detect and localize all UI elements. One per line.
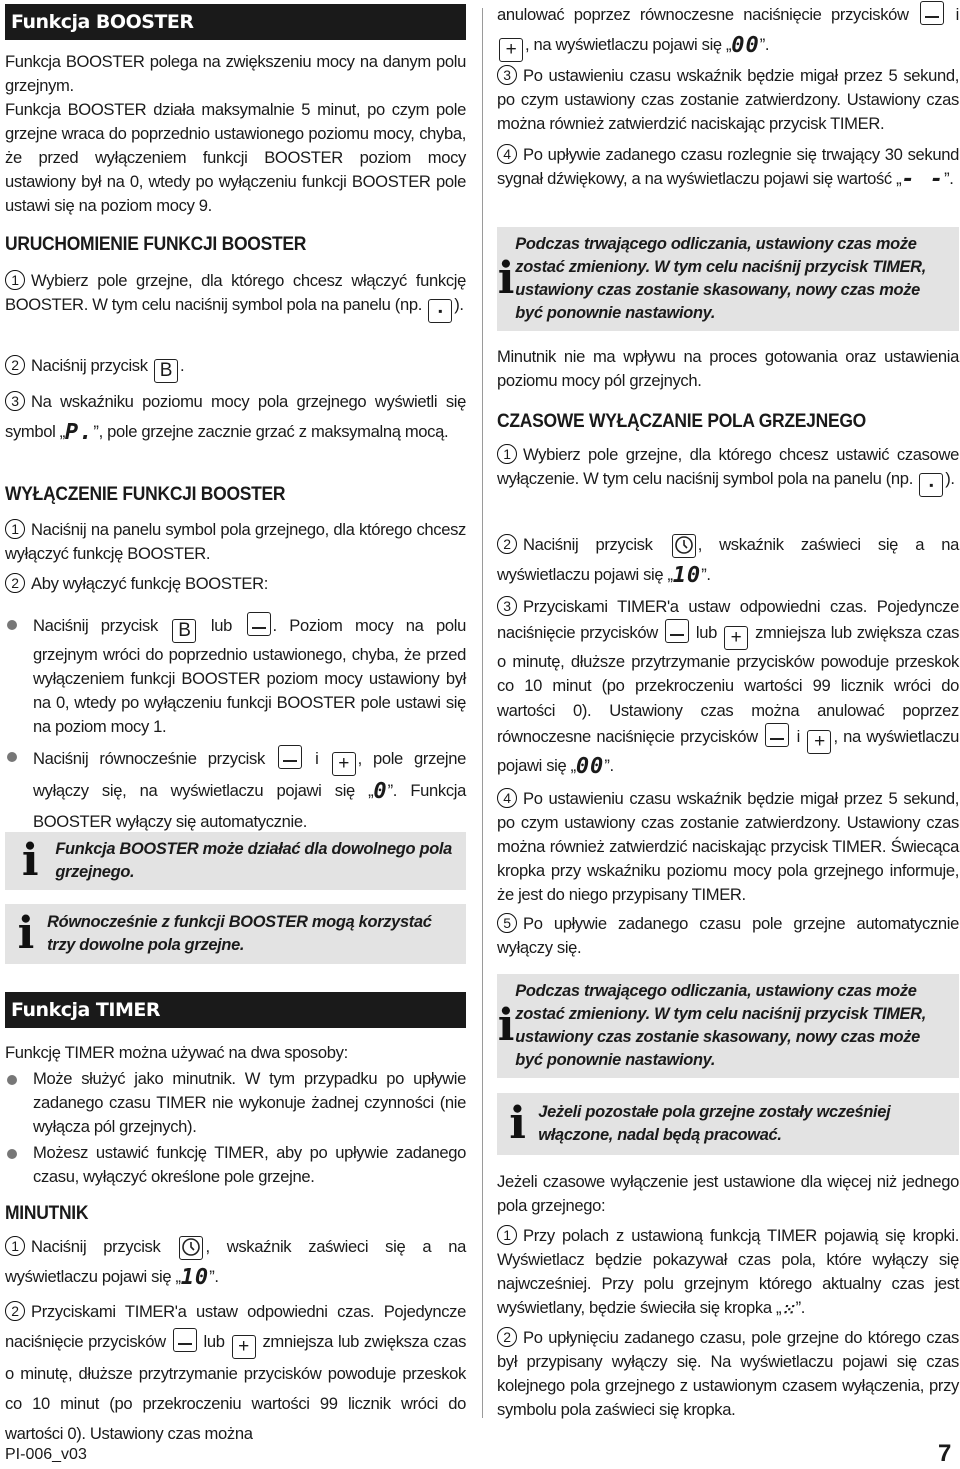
step-and: i	[955, 5, 959, 24]
step-number: 4	[497, 788, 517, 808]
step-number: 2	[5, 573, 25, 593]
step-and: i	[796, 726, 800, 746]
booster-title: Funkcja BOOSTER	[5, 4, 466, 40]
plus-key-icon: +	[332, 752, 356, 776]
step-text-end: ”.	[209, 1267, 219, 1286]
page-number: 7	[938, 1440, 952, 1467]
step-text: Naciśnij przycisk	[523, 535, 653, 554]
step-text: Naciśnij przycisk	[31, 356, 148, 375]
step-number: 5	[497, 913, 517, 933]
note-text: Równocześnie z funkcji BOOSTER mogą korzystać trzy dowolne pola grzejne.	[47, 913, 432, 954]
step-number: 1	[5, 519, 25, 539]
stop-step-1	[5, 518, 466, 566]
note-text: Podczas trwającego odliczania, ustawiony czas może zostać zmieniony. W tym celu naciśnij przycisk TIMER, ustawiony czas zostanie skasowany, nowy czas może być ponownie nastawiony.	[515, 982, 926, 1069]
auto-off-step-4	[497, 787, 959, 907]
info-note-2	[5, 904, 466, 964]
step-text-mid: , na wyświetlaczu pojawi się „	[525, 35, 732, 54]
step-text-end: ”.	[944, 169, 954, 188]
plus-key-icon: +	[807, 730, 831, 754]
dot-display-symbol: ⁙	[781, 1300, 796, 1319]
step-number: 4	[497, 144, 517, 164]
multi-field-info: Jeżeli czasowe wyłączenie jest ustawione dla więcej niż jednego pola grzejnego:	[497, 1172, 959, 1215]
column-divider	[482, 8, 483, 1418]
step-number: 3	[5, 391, 25, 411]
booster-display-symbol: P.	[64, 420, 94, 445]
step-text-end: ”.	[759, 35, 770, 54]
info-note-4	[497, 974, 959, 1078]
auto-off-heading: CZASOWE WYŁĄCZANIE POLA GRZEJNEGO	[497, 411, 866, 432]
step-number: 1	[5, 270, 25, 290]
timer-title: Funkcja TIMER	[5, 992, 466, 1028]
timer-bullet-1: Może służyć jako minutnik. W tym przypadku po upływie zadanego czasu TIMER nie wykonuje żadnej czynności (nie wyłącza pól grzejnych).	[5, 1067, 466, 1139]
booster-key-icon: B	[172, 619, 196, 643]
minutnik-info: Minutnik nie ma wpływu na proces gotowania oraz ustawienia poziomu mocy pól grzejnych.	[497, 347, 959, 390]
ten-display-symbol: 10	[180, 1265, 210, 1290]
step-number: 1	[5, 1236, 25, 1256]
timer-bullet-2: Możesz ustawić funkcję TIMER, aby po upływie zadanego czasu, wyłączyć określone pole grzejne.	[5, 1141, 466, 1189]
minus-key-icon	[278, 745, 302, 769]
minus-key-icon	[920, 1, 944, 25]
step-text: Wybierz pole grzejne, dla którego chcesz ustawić czasowe wyłączenie. W tym celu naciśnij symbol pola na panelu (np.	[497, 445, 959, 488]
step-number: 2	[5, 355, 25, 375]
step-text: Aby wyłączyć funkcję BOOSTER:	[31, 574, 268, 593]
step-text-mid: , na wyświetlaczu pojawi się „	[497, 726, 960, 775]
step-text: Przy polach z ustawioną funkcją TIMER pojawią się kropki. Wyświetlacz będzie pokazywał czas pola, które wyłączy się najwcześniej. Przy polu grzejnym którego aktualny czas jest wyświetlany, będzie świeciła się kropka „	[497, 1226, 959, 1317]
step-text: Wybierz pole grzejne, dla którego chcesz włączyć funkcję BOOSTER. W tym celu naciśnij symbol pola na panelu (np.	[5, 271, 466, 314]
step-text-end: ).	[454, 295, 464, 314]
step-text: Na wskaźniku poziomu mocy pola grzejnego wyświetli się symbol „	[5, 392, 466, 441]
step-text-mid: , wskaźnik zaświeci się a na wyświetlaczu pojawi się „	[5, 1237, 466, 1286]
minus-key-icon	[665, 619, 689, 643]
booster-intro-2: Funkcja BOOSTER działa maksymalnie 5 minut, po czym pole grzejne wraca do poprzednio ustawionego poziomu mocy, chyba, że przed wyłączeniem funkcji BOOSTER poziom mocy ustawiony był na 0, wtedy po wyłączeniu funkcji BOOSTER pole ustawi się na poziom mocy 9.	[5, 100, 466, 215]
step-text: Naciśnij na panelu symbol pola grzejnego, dla którego chcesz wyłączyć funkcję BOOSTER.	[5, 520, 466, 563]
minutnik-step-2	[5, 1297, 466, 1449]
zero-display-symbol: 00	[575, 753, 605, 779]
step-number: 1	[497, 444, 517, 464]
ten-display-symbol: 10	[672, 563, 702, 588]
step-text: Po ustawieniu czasu wskaźnik będzie migał przez 5 sekund, po czym ustawiony czas zostanie zatwierdzony. Ustawiony czas można również zatwierdzić naciskając przycisk TIMER. Świecąca kropka przy wskaźniku poziomu mocy pola grzejnego informuje, że jest do niego przypisany TIMER.	[497, 789, 959, 904]
step-text-end: ”.	[604, 755, 614, 775]
step-text-end: zmniejsza lub zwiększa czas o minutę, dłuższe przytrzymanie przycisków powoduje przeskok co 10 minut (po przekroczeniu wartości 99 licznik wróci do wartości 0). Ustawiony czas można	[5, 1332, 467, 1443]
info-icon: i	[509, 1098, 526, 1149]
bullet-or: lub	[210, 616, 233, 635]
step-number: 3	[497, 596, 517, 616]
start-booster-heading: URUCHOMIENIE FUNKCJI BOOSTER	[5, 234, 307, 255]
step-number: 2	[497, 534, 517, 554]
info-icon: i	[497, 1000, 515, 1051]
zero-display-symbol: 00	[731, 33, 760, 58]
info-note-1	[5, 832, 466, 890]
step-text-end: ).	[945, 469, 955, 488]
hob-field-icon: ▪	[919, 473, 943, 497]
step-or: lub	[695, 623, 718, 643]
step-number: 2	[497, 1327, 517, 1347]
info-icon: i	[17, 908, 35, 959]
info-note-3	[497, 227, 959, 331]
minutnik-step-2-cont	[497, 0, 959, 62]
note-text: Podczas trwającego odliczania, ustawiony czas może zostać zmieniony. W tym celu naciśnij przycisk TIMER, ustawiony czas zostanie skasowany, nowy czas może być ponownie nastawiony.	[515, 235, 926, 322]
bullet-text-end: . Poziom mocy na polu grzejnym wróci do poprzednio ustawionego, chyba, że przed wyłączeniem funkcji BOOSTER poziom mocy ustawiony był na 0, wtedy po wyłączeniu funkcji BOOSTER pole ustawi się na poziom mocy 1.	[33, 616, 466, 736]
step-or: lub	[203, 1332, 225, 1351]
start-step-2: 2 Naciśnij przycisk B .	[5, 354, 466, 383]
step-number: 3	[497, 65, 517, 85]
off-display-symbol: 0	[373, 779, 388, 804]
stop-booster-heading: WYŁĄCZENIE FUNKCJI BOOSTER	[5, 484, 286, 505]
plus-key-icon: +	[499, 38, 523, 62]
note-text: Funkcja BOOSTER może działać dla dowolnego pola grzejnego.	[55, 840, 452, 881]
bullet-text-end: ”. Funkcja BOOSTER wyłączy się automatycznie.	[33, 781, 466, 831]
info-icon: i	[497, 253, 515, 304]
info-icon: i	[21, 835, 39, 886]
step-text: Po upłynięciu zadanego czasu, pole grzejne do którego czas był przypisany wyłączy się. Na wyświetlaczu pojawi się czas kolejnego pola grzejnego z ustawionym czasem wyłączenia, przy symbolu pola zaświeci się kropka.	[497, 1328, 959, 1419]
step-text: Po ustawieniu czasu wskaźnik będzie migał przez 5 sekund, po czym ustawiony czas zostanie zatwierdzony. Ustawiony czas można również zatwierdzić naciskając przycisk TIMER.	[497, 66, 959, 133]
start-step-1	[5, 269, 466, 323]
hob-field-icon: ▪	[428, 299, 452, 323]
bullet-text-mid: , pole grzejne wyłączy się, na wyświetlaczu pojawi się „	[33, 749, 466, 800]
note-text: Jeżeli pozostałe pola grzejne zostały wcześniej włączone, nadal będą pracować.	[538, 1103, 891, 1144]
step-text-end: ”.	[701, 565, 711, 584]
step-text-end: ”.	[795, 1298, 805, 1317]
step-text: Przyciskami TIMER'a ustaw odpowiedni czas. Pojedyncze naciśnięcie przycisków	[5, 1302, 466, 1351]
minutnik-heading: MINUTNIK	[5, 1203, 89, 1224]
bullet-text: Naciśnij przycisk	[33, 616, 158, 635]
start-step-3	[5, 387, 466, 448]
stop-step-2	[5, 572, 466, 596]
step-text-mid: , wskaźnik zaświeci się a na wyświetlaczu pojawi się „	[497, 535, 959, 584]
auto-off-step-5	[497, 912, 959, 960]
step-text: Przyciskami TIMER'a ustaw odpowiedni czas. Pojedyncze naciśnięcie przycisków	[497, 597, 959, 643]
booster-intro-1: Funkcja BOOSTER polega na zwiększeniu mocy na danym polu grzejnym.	[5, 52, 466, 95]
timer-key-icon	[179, 1236, 203, 1260]
auto-off-step-2	[497, 530, 959, 591]
multi-step-1	[497, 1224, 959, 1322]
document-code: PI-006_v03	[5, 1446, 87, 1463]
minutnik-step-1	[5, 1232, 466, 1293]
multi-step-2	[497, 1326, 959, 1422]
stop-bullet-1	[5, 612, 466, 739]
plus-key-icon: +	[724, 626, 748, 650]
auto-off-step-1	[497, 443, 959, 497]
end-display-symbol: - -	[901, 167, 945, 192]
step-number: 2	[5, 1301, 25, 1321]
auto-off-step-3	[497, 595, 959, 779]
timer-intro: Funkcję TIMER można używać na dwa sposoby:	[5, 1043, 348, 1062]
stop-bullet-2	[5, 744, 466, 837]
info-note-5	[497, 1093, 959, 1155]
bullet-text: Naciśnij równocześnie przycisk	[33, 749, 265, 768]
step-number: 1	[497, 1225, 517, 1245]
minus-key-icon	[247, 612, 271, 636]
minus-key-icon	[173, 1328, 197, 1352]
step-text: Po upływie zadanego czasu rozlegnie się trwający 30 sekund sygnał dźwiękowy, a na wyświetlaczu pojawi się wartość „	[497, 145, 959, 188]
bullet-and: i	[315, 749, 319, 768]
minutnik-step-4	[497, 143, 959, 192]
minutnik-step-3	[497, 64, 959, 136]
timer-key-icon	[672, 534, 696, 558]
plus-key-icon: +	[232, 1335, 256, 1359]
step-text: Po upływie zadanego czasu pole grzejne automatycznie wyłączy się.	[497, 914, 959, 957]
step-text: anulować poprzez równoczesne naciśnięcie przycisków	[497, 5, 909, 24]
booster-key-icon: B	[154, 359, 178, 383]
minus-key-icon	[765, 723, 789, 747]
step-text-mid: zmniejsza lub zwiększa czas o minutę, dłuższe przytrzymanie przycisków powoduje przeskok co 10 minut (po przekroczeniu wartości 99 licznik wróci do wartości 0). Ustawiony czas można anulować poprzez równoczesne naciśnięcie przycisków	[497, 623, 960, 746]
step-text: Naciśnij przycisk	[31, 1237, 161, 1256]
step-text-end: ”, pole grzejne zacznie grzać z maksymalną mocą.	[93, 422, 449, 441]
